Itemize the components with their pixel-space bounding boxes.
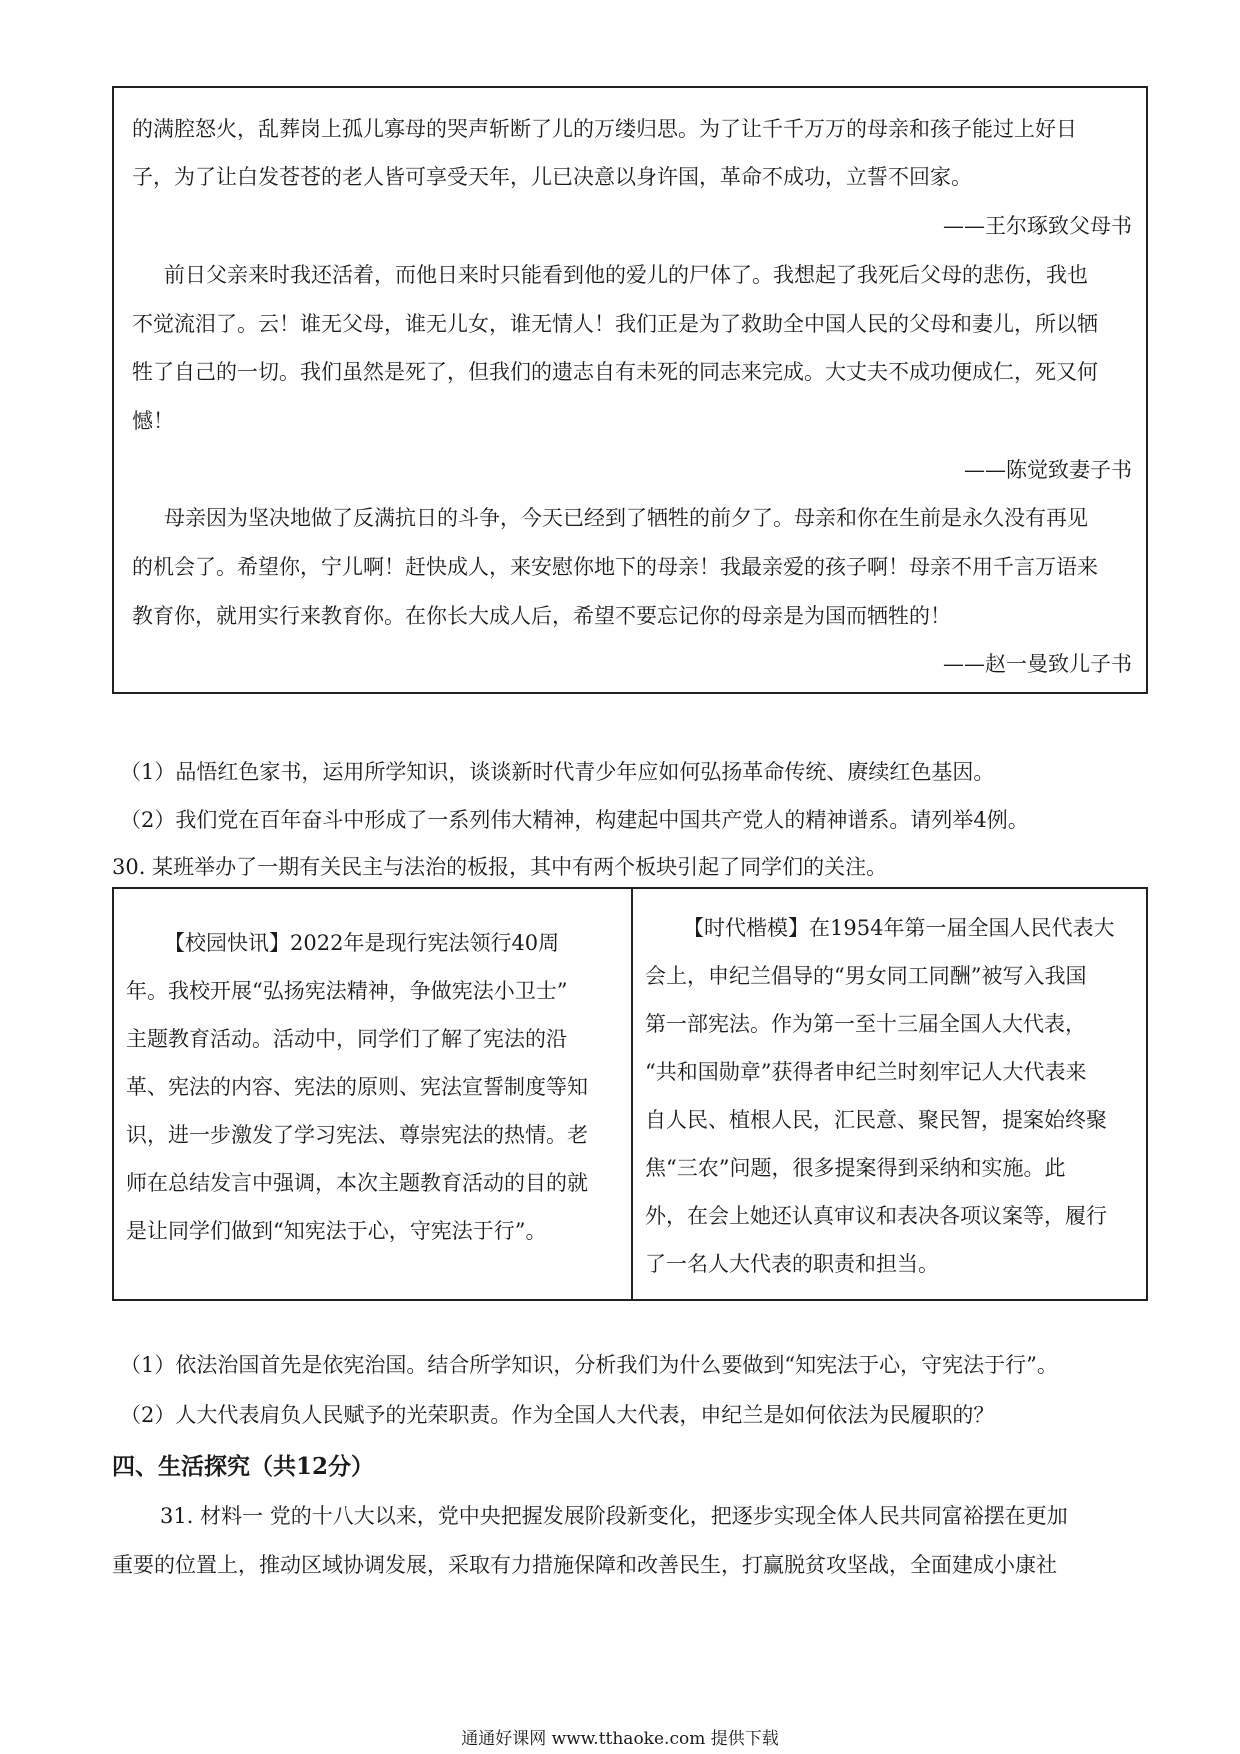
- q30-table: [112, 887, 1148, 1301]
- letter-text-line: 母亲因为坚决地做了反满抗日的斗争，今天已经到了牺牲的前夕了。母亲和你在生前是永久没有再见: [164, 506, 1088, 530]
- cell-text-line: 焦“三农”问题，很多提案得到采纳和实施。此: [645, 1156, 1066, 1180]
- q29-sub2: （2）我们党在百年奋斗中形成了一系列伟大精神，构建起中国共产党人的精神谱系。请列举4例。: [120, 808, 1029, 832]
- q29-sub1: （1）品悟红色家书，运用所学知识，谈谈新时代青少年应如何弘扬革命传统、赓续红色基因。: [120, 760, 995, 784]
- cell-text-line: 年。我校开展“弘扬宪法精神，争做宪法小卫士”: [126, 979, 568, 1003]
- campus-news-cell: [114, 889, 631, 1299]
- cell-text-line: 第一部宪法。作为第一至十三届全国人大代表，: [645, 1012, 1086, 1036]
- letter-signature: ——赵一曼致儿子书: [943, 652, 1132, 676]
- q30-sub1: （1）依法治国首先是依宪治国。结合所学知识，分析我们为什么要做到“知宪法于心，守宪法于行”。: [120, 1353, 1058, 1377]
- cell-text-line: “共和国勋章”获得者申纪兰时刻牢记人大代表来: [645, 1060, 1087, 1084]
- letter-signature: ——王尔琢致父母书: [943, 214, 1132, 238]
- letter-text-line: 牲了自己的一切。我们虽然是死了，但我们的遗志自有未死的同志来完成。大丈夫不成功便成仁，死又何: [132, 360, 1098, 384]
- letter-text-line: 前日父亲来时我还活着，而他日来时只能看到他的爱儿的尸体了。我想起了我死后父母的悲伤，我也: [164, 263, 1088, 287]
- cell-text-line: 【时代楷模】在1954年第一届全国人民代表大: [683, 916, 1115, 940]
- cell-text-line: 师在总结发言中强调，本次主题教育活动的目的就: [126, 1171, 588, 1195]
- q31-line: 重要的位置上，推动区域协调发展，采取有力措施保障和改善民生，打赢脱贫攻坚战，全面建成小康社: [112, 1553, 1057, 1577]
- q31-line: 31. 材料一 党的十八大以来，党中央把握发展阶段新变化，把逐步实现全体人民共同富裕摆在更加: [160, 1504, 1068, 1528]
- letter-signature: ——陈觉致妻子书: [964, 458, 1132, 482]
- cell-text-line: 会上，申纪兰倡导的“男女同工同酬”被写入我国: [645, 964, 1087, 988]
- page-footer: 通通好课网 www.tthaoke.com 提供下载: [461, 1729, 779, 1749]
- letter-text-line: 的满腔怒火，乱葬岗上孤儿寡母的哭声斩断了儿的万缕归思。为了让千千万万的母亲和孩子能过上好日: [132, 117, 1077, 141]
- letter-text-line: 憾！: [132, 409, 174, 433]
- cell-text-line: 【校园快讯】2022年是现行宪法领行40周: [164, 931, 560, 955]
- q30-stem: 30. 某班举办了一期有关民主与法治的板报，其中有两个板块引起了同学们的关注。: [112, 855, 888, 879]
- cell-text-line: 识，进一步激发了学习宪法、尊崇宪法的热情。老: [126, 1123, 588, 1147]
- cell-text-line: 外，在会上她还认真审议和表决各项议案等，履行: [645, 1204, 1107, 1228]
- role-model-cell: [633, 889, 1148, 1299]
- cell-text-line: 主题教育活动。活动中，同学们了解了宪法的沿: [126, 1027, 567, 1051]
- cell-text-line: 了一名人大代表的职责和担当。: [645, 1252, 939, 1276]
- cell-text-line: 革、宪法的内容、宪法的原则、宪法宣誓制度等知: [126, 1075, 588, 1099]
- letter-text-line: 子，为了让白发苍苍的老人皆可享受天年，儿已决意以身许国，革命不成功，立誓不回家。: [132, 165, 972, 189]
- letter-text-line: 教育你，就用实行来教育你。在你长大成人后，希望不要忘记你的母亲是为国而牺牲的！: [132, 604, 951, 628]
- letter-text-line: 的机会了。希望你，宁儿啊！赶快成人，来安慰你地下的母亲！我最亲爱的孩子啊！母亲不用千言万语来: [132, 555, 1098, 579]
- letter-text-line: 不觉流泪了。云！谁无父母，谁无儿女，谁无情人！我们正是为了救助全中国人民的父母和妻儿，所以牺: [132, 312, 1098, 336]
- red-letters-box: [112, 86, 1148, 694]
- cell-text-line: 自人民、植根人民，汇民意、聚民智，提案始终聚: [645, 1108, 1107, 1132]
- section-heading: 四、生活探究（共12分）: [112, 1453, 375, 1480]
- cell-text-line: 是让同学们做到“知宪法于心，守宪法于行”。: [126, 1219, 547, 1243]
- q30-sub2: （2）人大代表肩负人民赋予的光荣职责。作为全国人大代表，申纪兰是如何依法为民履职的？: [120, 1403, 995, 1427]
